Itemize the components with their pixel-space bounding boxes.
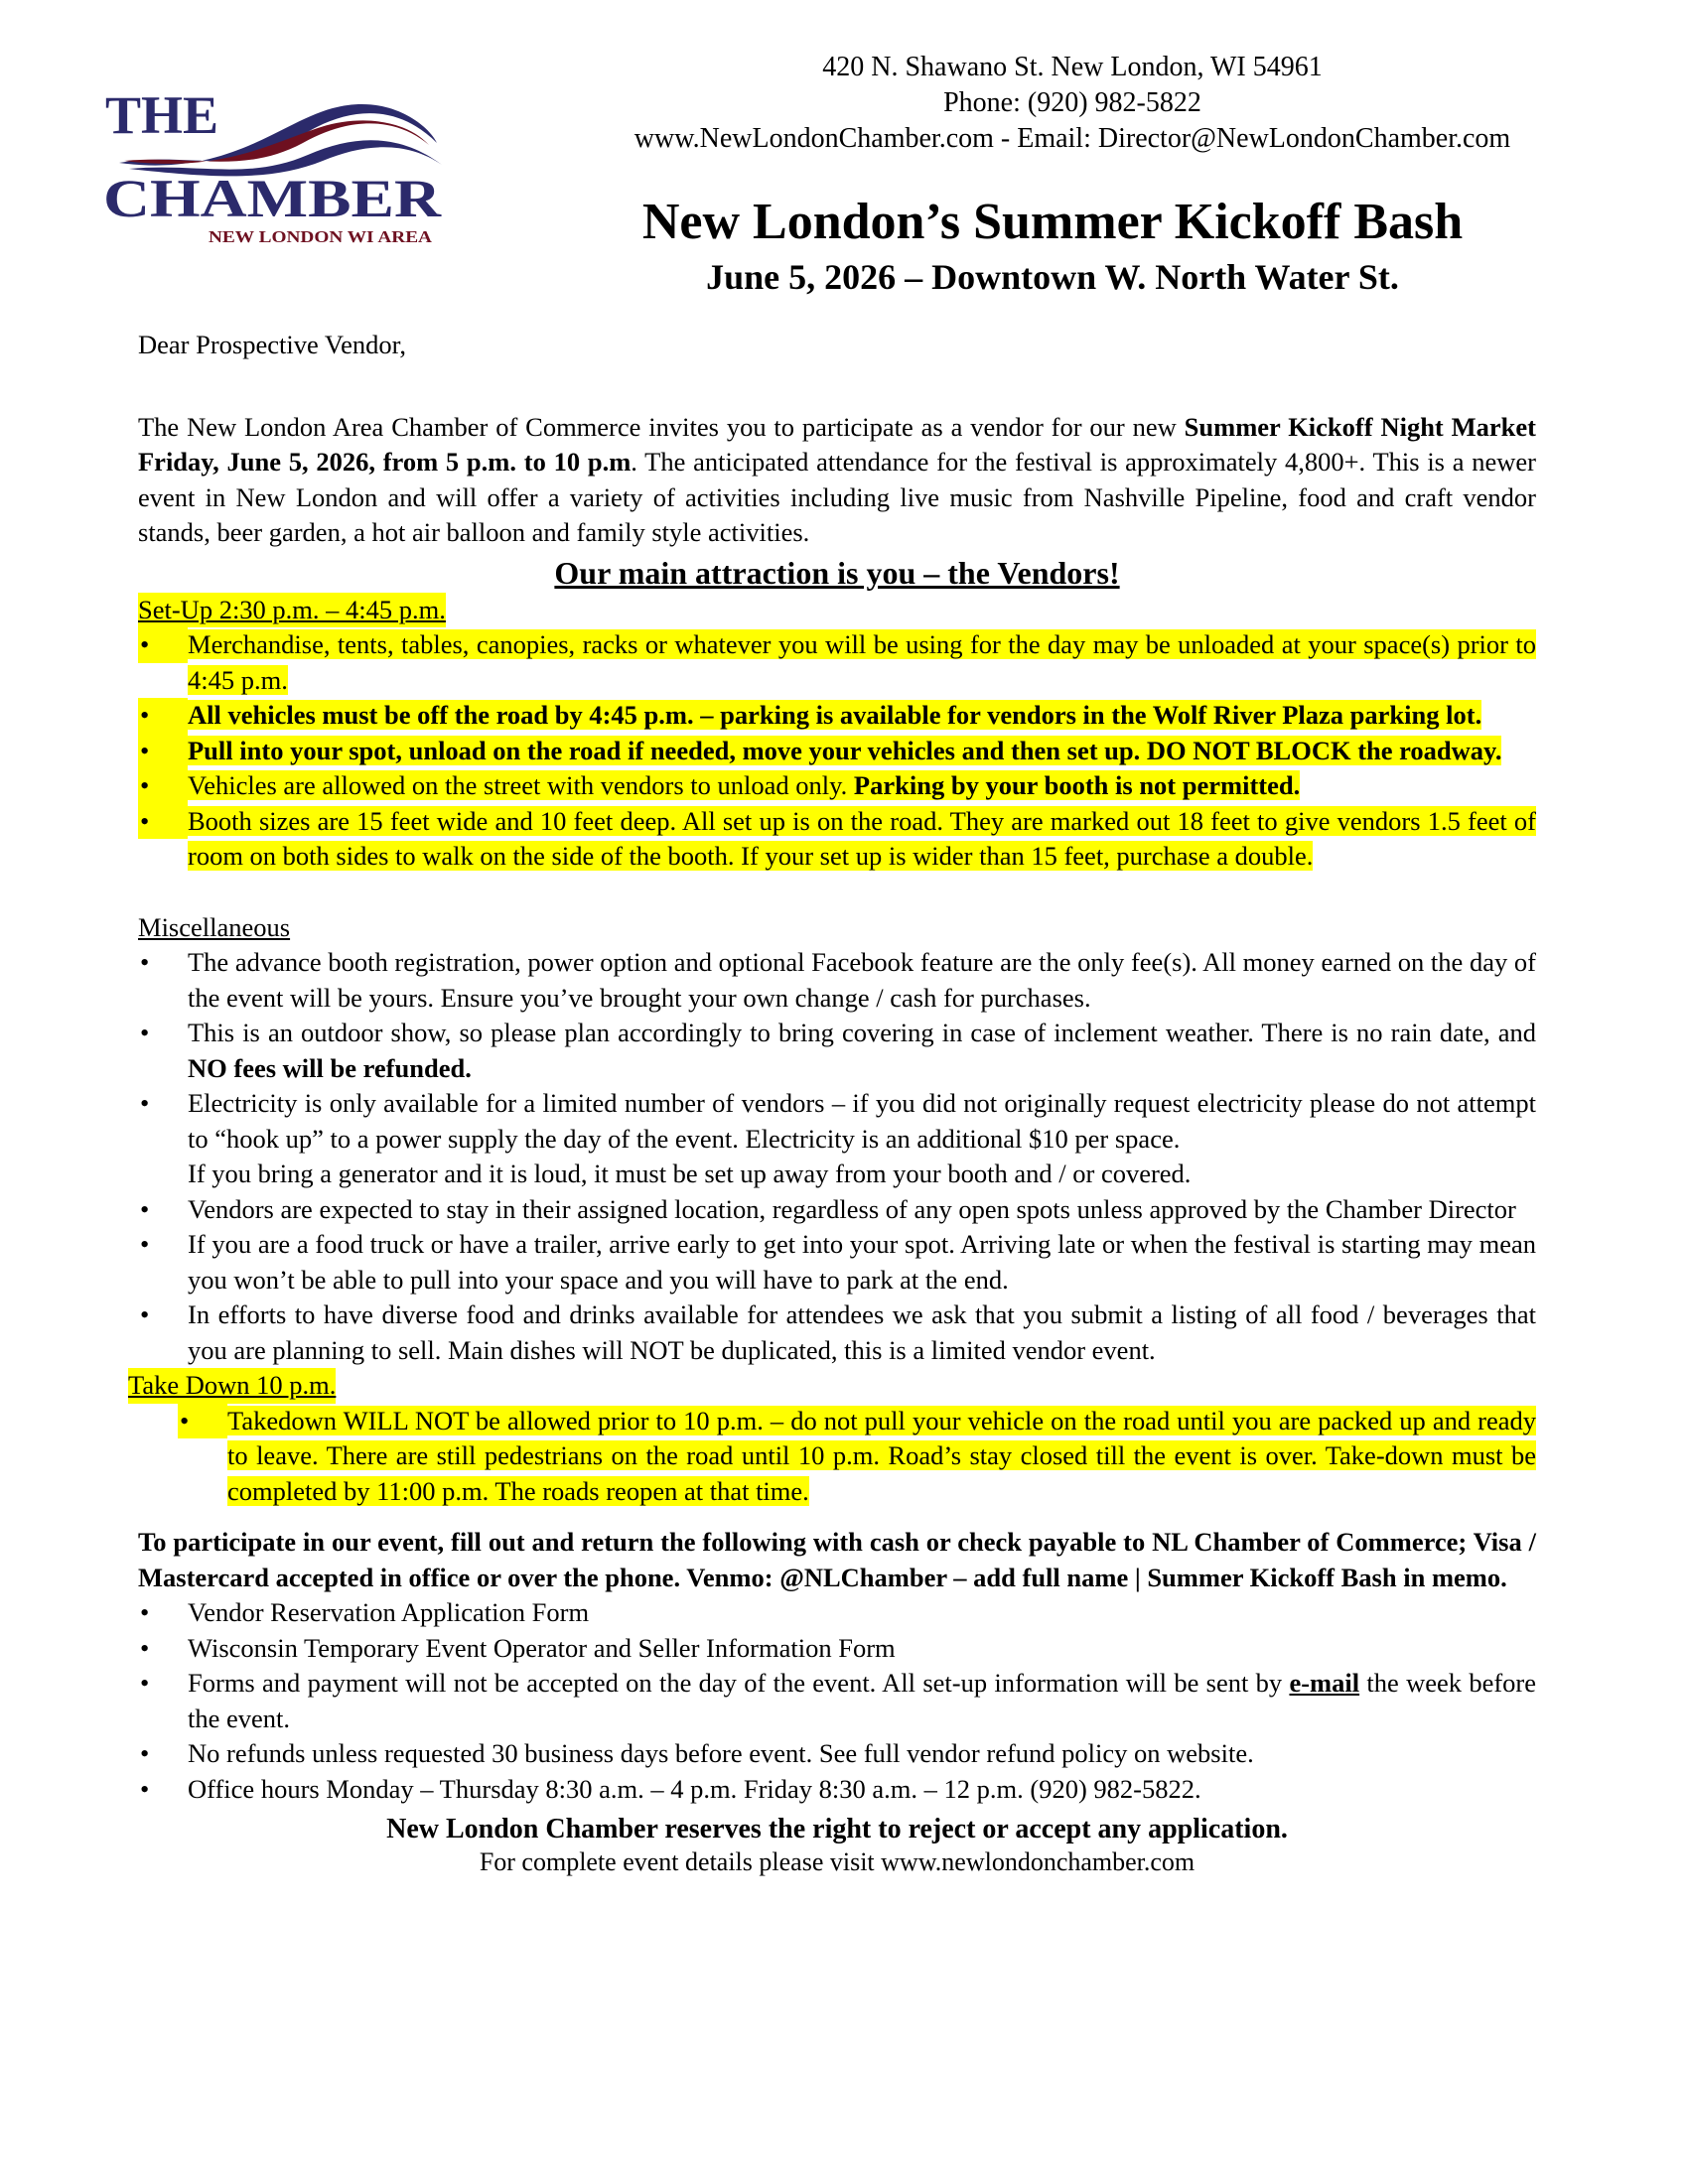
list-item-text: [188, 806, 1536, 872]
item-text: Vendors are expected to stay in their assigned location, regardless of any open spots unless approved by the Chamber Director: [188, 1193, 1516, 1224]
item-bold-text: Pull into your spot, unload on the road if needed, move your vehicles and then set up. DO NOT BLOCK the roadway.: [188, 735, 1502, 765]
list-item-body: [188, 627, 1536, 698]
item-text: This is an outdoor show, so please plan accordingly to bring covering in case of inclement weather. There is no rain date, and: [188, 1018, 1536, 1047]
list-item-body: [188, 1595, 1536, 1631]
list-item-body: [188, 1297, 1536, 1368]
bullet-icon: •: [138, 627, 188, 663]
participate-item: [138, 1595, 1536, 1631]
takedown-section: [128, 1368, 1536, 1509]
item-text: Forms and payment will not be accepted on the day of the event. All set-up information will be sent by: [188, 1668, 1290, 1698]
bullet-icon: •: [140, 1229, 150, 1259]
bullet-icon: •: [178, 1404, 227, 1439]
salutation: Dear Prospective Vendor,: [138, 330, 406, 359]
setup-section: [138, 593, 1536, 875]
list-item-text: [227, 1406, 1536, 1506]
logo-line2: CHAMBER: [103, 169, 443, 228]
setup-item: [138, 734, 1536, 769]
misc-heading: Miscellaneous: [138, 911, 291, 942]
participate-item: [138, 1736, 1536, 1772]
list-item-body: [188, 945, 1536, 1016]
item-text: If you are a food truck or have a trailer, arrive early to get into your spot. Arriving late or when the festival is starting may mean you won’t be able to pull into your space and you will have to park at the end.: [188, 1229, 1536, 1295]
bullet-icon: •: [140, 1193, 150, 1224]
item-bold-text: All vehicles must be off the road by 4:45 p.m. – parking is available for vendors in the Wolf River Plaza parking lot.: [188, 700, 1482, 730]
bullet-icon: •: [140, 1773, 150, 1804]
bullet-icon: •: [140, 1597, 150, 1627]
item-text-continued: the week before the event.: [188, 1668, 1536, 1733]
participate-intro: To participate in our event, fill out and return the following with cash or check payable to NL Chamber of Commerce; Visa / Mastercard accepted in office or over the phone. Venmo: @NLChamber – add full name | Summer Kickoff Bash in memo.: [138, 1527, 1536, 1592]
list-item-text: [188, 1668, 1536, 1733]
list-item-body: [188, 1666, 1536, 1736]
setup-item: [138, 804, 1536, 875]
list-item-body: [188, 804, 1536, 875]
logo-tagline: NEW LONDON WI AREA: [209, 227, 433, 246]
list-item-text: [188, 947, 1536, 1013]
participate-item: [138, 1666, 1536, 1736]
bullet-icon: •: [138, 698, 188, 734]
setup-item: [138, 768, 1536, 804]
list-item-text: [188, 736, 1501, 765]
misc-item: [138, 945, 1536, 1016]
list-item-text: [188, 700, 1481, 730]
list-item-body: [188, 1772, 1536, 1808]
item-text: Electricity is only available for a limited number of vendors – if you did not originally request electricity please do not attempt to “hook up” to a power supply the day of the event. Electricity is an additional $10 per space.: [188, 1088, 1536, 1154]
email-link[interactable]: e-mail: [1289, 1668, 1360, 1698]
item-text: Merchandise, tents, tables, canopies, racks or whatever you will be using for the day may be unloaded at your space(s) prior to 4:45 p.m.: [188, 629, 1536, 695]
footer-notice: New London Chamber reserves the right to reject or accept any application.: [386, 1814, 1288, 1844]
list-item-text: [188, 1633, 896, 1663]
list-item-body: [188, 768, 1536, 804]
list-item-body: [188, 1227, 1536, 1297]
participate-item: [138, 1772, 1536, 1808]
list-item-text: [188, 1299, 1536, 1365]
web-email: www.NewLondonChamber.com - Email: Director@NewLondonChamber.com: [633, 123, 1511, 154]
list-item-body: [188, 1192, 1536, 1228]
list-item-text: [188, 1194, 1516, 1224]
misc-item: [138, 1192, 1536, 1228]
misc-item: [138, 1227, 1536, 1297]
contact-block: [536, 50, 1609, 157]
list-item-body: [188, 1631, 1536, 1667]
list-item-text: [188, 1229, 1536, 1295]
chamber-logo: [99, 79, 457, 248]
bullet-icon: •: [140, 1632, 150, 1663]
list-item-text: [188, 1088, 1536, 1188]
intro-bold: Summer Kickoff Night Market Friday, June 5, 2026, from 5 p.m. to 10 p.m: [138, 411, 1536, 477]
item-text-continued: If you bring a generator and it is loud, it must be set up away from your booth and / or covered.: [188, 1159, 1192, 1188]
list-item-text: [188, 1738, 1254, 1768]
list-item-body: [227, 1404, 1536, 1510]
bullet-icon: •: [138, 734, 188, 769]
list-item-body: [188, 698, 1536, 734]
item-text: Office hours Monday – Thursday 8:30 a.m. – 4 p.m. Friday 8:30 a.m. – 12 p.m. (920) 982-5822.: [188, 1773, 1201, 1804]
list-item-text: [188, 1597, 589, 1627]
list-item-body: [188, 1086, 1536, 1192]
setup-item: [138, 698, 1536, 734]
list-item-body: [188, 1736, 1536, 1772]
phone: Phone: (920) 982-5822: [943, 87, 1201, 118]
item-bold-text: Parking by your booth is not permitted.: [853, 770, 1301, 800]
misc-item: [138, 1016, 1536, 1086]
bullet-icon: •: [138, 804, 188, 840]
page-subtitle: June 5, 2026 – Downtown W. North Water St.: [706, 257, 1399, 297]
item-text: Vendor Reservation Application Form: [188, 1597, 590, 1627]
participate-item: [138, 1631, 1536, 1667]
item-bold-text: NO fees will be refunded.: [188, 1052, 472, 1083]
setup-list: [138, 627, 1536, 875]
address: 420 N. Shawano St. New London, WI 54961: [822, 52, 1323, 82]
participate-list: [138, 1595, 1536, 1807]
item-text: No refunds unless requested 30 business days before event. See full vendor refund policy on website.: [188, 1738, 1254, 1768]
footer-details: For complete event details please visit www.newlondonchamber.com: [479, 1847, 1196, 1876]
bullet-icon: •: [140, 947, 150, 977]
item-text: Vehicles are allowed on the street with vendors to unload only.: [188, 770, 854, 800]
list-item-text: [188, 1018, 1536, 1083]
bullet-icon: •: [140, 1738, 150, 1768]
item-text: The advance booth registration, power option and optional Facebook feature are the only fee(s). All money earned on the day of the event will be yours. Ensure you’ve brought your own change / cash for purchases.: [188, 947, 1536, 1013]
bullet-icon: •: [140, 1668, 150, 1698]
misc-list: [138, 945, 1536, 1368]
item-text: Takedown WILL NOT be allowed prior to 10 p.m. – do not pull your vehicle on the road until you are packed up and ready to leave. There are still pedestrians on the road until 10 p.m. Road’s stay closed till the event is over. Take-down must be completed by 11:00 p.m. The roads reopen at that time.: [227, 1405, 1536, 1506]
list-item-text: [188, 770, 1300, 800]
item-text: Wisconsin Temporary Event Operator and Seller Information Form: [188, 1632, 896, 1663]
bullet-icon: •: [140, 1088, 150, 1118]
takedown-item: [178, 1404, 1536, 1510]
intro-part2: . The anticipated attendance for the festival is approximately 4,800+. This is a newer event in New London and will offer a variety of activities including live music from Nashville Pipeline, food and craft vendor stands, beer garden, a hot air balloon and family style activities.: [138, 447, 1537, 547]
setup-heading: Set-Up 2:30 p.m. – 4:45 p.m.: [138, 593, 446, 628]
takedown-heading: Take Down 10 p.m.: [128, 1368, 336, 1404]
list-item-text: [188, 1774, 1201, 1804]
list-item-body: [188, 1016, 1536, 1086]
item-text: Booth sizes are 15 feet wide and 10 feet deep. All set up is on the road. They are marked out 18 feet to give vendors 1.5 feet of room on both sides to walk on the side of the booth. If your set up is wider than 15 feet, purchase a double.: [188, 805, 1536, 871]
letter-body: [128, 328, 1537, 1878]
list-item-body: [188, 734, 1536, 769]
item-text: In efforts to have diverse food and drinks available for attendees we ask that you submit a listing of all food / beverages that you are planning to sell. Main dishes will NOT be duplicated, this is a limited vendor event.: [188, 1299, 1536, 1365]
page-title: New London’s Summer Kickoff Bash: [641, 194, 1464, 250]
misc-item: [138, 1297, 1536, 1368]
misc-item: [138, 1086, 1536, 1192]
main-attraction-heading: Our main attraction is you – the Vendors!: [554, 554, 1120, 591]
setup-item: [138, 627, 1536, 698]
bullet-icon: •: [138, 768, 188, 804]
list-item-text: [188, 629, 1536, 695]
takedown-list: [138, 1404, 1536, 1510]
bullet-icon: •: [140, 1018, 150, 1047]
intro-part1: The New London Area Chamber of Commerce invites you to participate as a vendor for our new: [138, 411, 1185, 442]
bullet-icon: •: [140, 1299, 150, 1329]
intro-paragraph: [138, 410, 1536, 551]
misc-section: [138, 910, 1536, 1369]
logo-line1: THE: [105, 85, 219, 145]
